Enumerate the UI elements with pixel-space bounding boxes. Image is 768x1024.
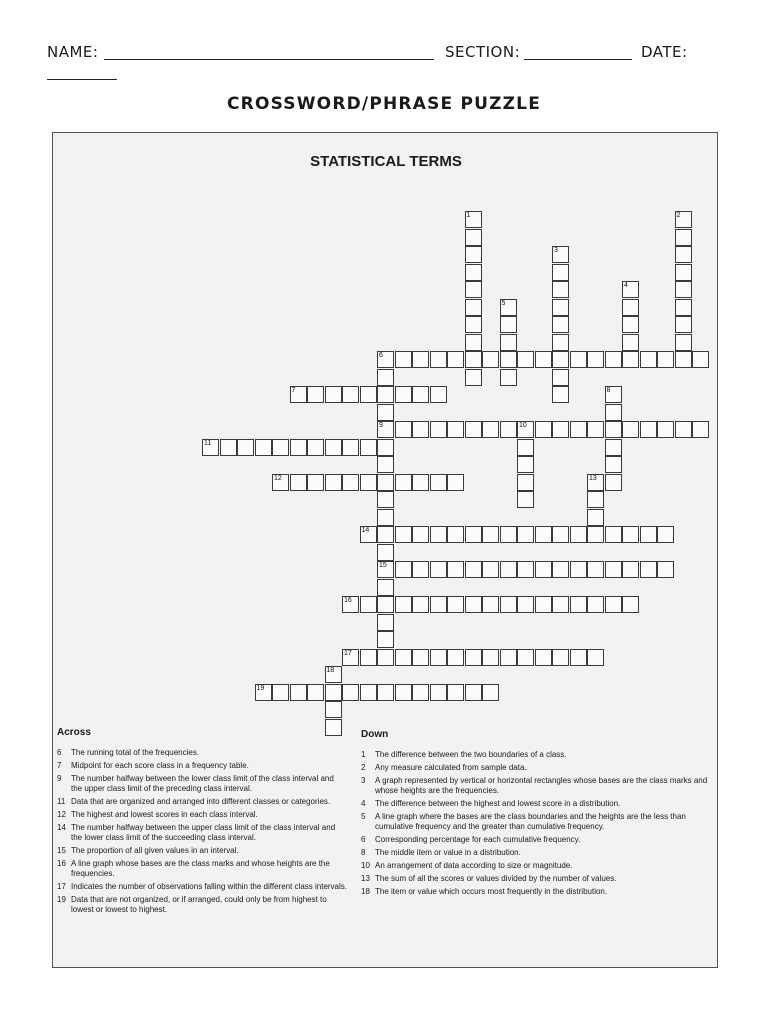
clue-number: 6 bbox=[57, 748, 62, 757]
clue-number: 5 bbox=[501, 299, 506, 307]
crossword-cell[interactable] bbox=[517, 421, 534, 438]
crossword-cell[interactable] bbox=[622, 299, 639, 316]
crossword-cell[interactable] bbox=[430, 351, 447, 368]
crossword-cell[interactable] bbox=[360, 474, 377, 491]
crossword-cell[interactable] bbox=[447, 474, 464, 491]
crossword-cell[interactable] bbox=[412, 421, 429, 438]
crossword-cell[interactable] bbox=[307, 386, 324, 403]
crossword-cell[interactable] bbox=[587, 561, 604, 578]
crossword-cell[interactable] bbox=[605, 456, 622, 473]
down-clue bbox=[361, 776, 709, 796]
crossword-cell[interactable] bbox=[465, 334, 482, 351]
crossword-cell[interactable] bbox=[535, 526, 552, 543]
crossword-cell[interactable] bbox=[272, 439, 289, 456]
down-clue bbox=[361, 848, 709, 858]
clue-number: 19 bbox=[57, 895, 66, 904]
crossword-cell[interactable] bbox=[465, 229, 482, 246]
down-clue bbox=[361, 799, 709, 809]
crossword-cell[interactable] bbox=[237, 439, 254, 456]
crossword-cell[interactable] bbox=[692, 421, 709, 438]
clue-number: 18 bbox=[326, 667, 335, 674]
crossword-cell[interactable] bbox=[412, 649, 429, 666]
crossword-cell[interactable] bbox=[412, 526, 429, 543]
crossword-cell[interactable] bbox=[342, 439, 359, 456]
page-title: CROSSWORD/PHRASE PUZZLE bbox=[226, 94, 542, 114]
clue-number: 12 bbox=[274, 474, 282, 482]
clue-number: 6 bbox=[361, 835, 366, 844]
crossword-cell[interactable] bbox=[552, 649, 569, 666]
crossword-cell[interactable] bbox=[517, 561, 534, 578]
crossword-cell[interactable] bbox=[552, 334, 569, 351]
crossword-cell[interactable] bbox=[342, 386, 359, 403]
crossword-cell[interactable] bbox=[675, 229, 692, 246]
crossword-cell[interactable] bbox=[395, 526, 412, 543]
section-label: SECTION: bbox=[445, 43, 521, 61]
clue-number: 5 bbox=[361, 812, 366, 821]
clue-text: The running total of the frequencies. bbox=[71, 748, 200, 757]
crossword-cell[interactable] bbox=[657, 421, 674, 438]
crossword-cell[interactable] bbox=[395, 474, 412, 491]
crossword-grid bbox=[53, 133, 719, 733]
crossword-cell[interactable] bbox=[500, 334, 517, 351]
across-clue bbox=[57, 846, 347, 856]
crossword-cell[interactable] bbox=[430, 596, 447, 613]
crossword-cell[interactable] bbox=[570, 351, 587, 368]
crossword-cell[interactable] bbox=[377, 421, 394, 438]
clue-number: 7 bbox=[57, 761, 62, 770]
crossword-cell[interactable] bbox=[377, 474, 394, 491]
crossword-cell[interactable] bbox=[552, 561, 569, 578]
crossword-cell[interactable] bbox=[535, 421, 552, 438]
crossword-cell[interactable] bbox=[482, 421, 499, 438]
crossword-cell[interactable] bbox=[570, 649, 587, 666]
crossword-cell[interactable] bbox=[552, 526, 569, 543]
crossword-cell[interactable] bbox=[552, 369, 569, 386]
name-field[interactable] bbox=[104, 42, 434, 60]
crossword-cell[interactable] bbox=[377, 596, 394, 613]
crossword-cell[interactable] bbox=[517, 351, 534, 368]
crossword-cell[interactable] bbox=[675, 246, 692, 263]
crossword-cell[interactable] bbox=[482, 561, 499, 578]
crossword-cell[interactable] bbox=[657, 351, 674, 368]
across-clue bbox=[57, 748, 347, 758]
clue-text: An arrangement of data according to size or magnitude. bbox=[375, 861, 573, 870]
crossword-cell[interactable] bbox=[500, 596, 517, 613]
crossword-cell[interactable] bbox=[605, 439, 622, 456]
puzzle-title: STATISTICAL TERMS bbox=[310, 153, 462, 170]
crossword-cell[interactable] bbox=[342, 596, 359, 613]
crossword-cell[interactable] bbox=[395, 596, 412, 613]
crossword-cell[interactable] bbox=[220, 439, 237, 456]
crossword-cell[interactable] bbox=[447, 561, 464, 578]
crossword-cell[interactable] bbox=[552, 299, 569, 316]
crossword-cell[interactable] bbox=[377, 439, 394, 456]
clue-text: Midpoint for each score class in a frequency table. bbox=[71, 761, 249, 770]
crossword-cell[interactable] bbox=[325, 474, 342, 491]
clue-text: The highest and lowest scores in each class interval. bbox=[71, 810, 258, 819]
crossword-cell[interactable] bbox=[552, 246, 569, 263]
clue-number: 15 bbox=[379, 562, 387, 569]
crossword-cell[interactable] bbox=[377, 456, 394, 473]
crossword-cell[interactable] bbox=[675, 316, 692, 333]
crossword-cell[interactable] bbox=[500, 421, 517, 438]
crossword-cell[interactable] bbox=[325, 439, 342, 456]
crossword-cell[interactable] bbox=[605, 474, 622, 491]
crossword-cell[interactable] bbox=[272, 474, 289, 491]
crossword-cell[interactable] bbox=[395, 351, 412, 368]
crossword-cell[interactable] bbox=[482, 649, 499, 666]
crossword-cell[interactable] bbox=[622, 596, 639, 613]
clue-number: 1 bbox=[361, 750, 366, 759]
crossword-cell[interactable] bbox=[675, 264, 692, 281]
crossword-cell[interactable] bbox=[692, 351, 709, 368]
crossword-cell[interactable] bbox=[430, 526, 447, 543]
crossword-cell[interactable] bbox=[675, 281, 692, 298]
across-clue bbox=[57, 774, 347, 794]
crossword-cell[interactable] bbox=[622, 281, 639, 298]
down-clue bbox=[361, 874, 709, 884]
crossword-cell[interactable] bbox=[325, 684, 342, 701]
clue-text: Data that are not organized, or if arranged, could only be from highest to lowest or lowest to highest. bbox=[71, 895, 327, 914]
crossword-cell[interactable] bbox=[465, 561, 482, 578]
crossword-cell[interactable] bbox=[465, 684, 482, 701]
crossword-cell[interactable] bbox=[517, 649, 534, 666]
crossword-cell[interactable] bbox=[377, 526, 394, 543]
crossword-cell[interactable] bbox=[605, 421, 622, 438]
clue-number: 11 bbox=[57, 797, 66, 806]
crossword-cell[interactable] bbox=[640, 561, 657, 578]
across-clue bbox=[57, 882, 347, 892]
crossword-cell[interactable] bbox=[535, 649, 552, 666]
clue-text: Corresponding percentage for each cumulative frequency. bbox=[375, 835, 581, 844]
crossword-cell[interactable] bbox=[412, 684, 429, 701]
clue-text: The number halfway between the lower class limit of the class interval and the upper class limit of the preceding class interval. bbox=[71, 774, 334, 793]
clue-text: The middle item or value in a distribution. bbox=[375, 848, 521, 857]
crossword-cell[interactable] bbox=[675, 351, 692, 368]
crossword-cell[interactable] bbox=[360, 439, 377, 456]
crossword-cell[interactable] bbox=[290, 474, 307, 491]
crossword-cell[interactable] bbox=[552, 596, 569, 613]
across-heading: Across bbox=[57, 727, 91, 738]
crossword-cell[interactable] bbox=[377, 404, 394, 421]
crossword-cell[interactable] bbox=[517, 596, 534, 613]
crossword-cell[interactable] bbox=[412, 386, 429, 403]
down-clue bbox=[361, 763, 709, 773]
crossword-cell[interactable] bbox=[447, 351, 464, 368]
crossword-cell[interactable] bbox=[412, 351, 429, 368]
clue-number: 14 bbox=[57, 823, 66, 832]
puzzle-sheet bbox=[52, 132, 718, 968]
crossword-cell[interactable] bbox=[552, 386, 569, 403]
crossword-cell[interactable] bbox=[342, 684, 359, 701]
crossword-cell[interactable] bbox=[430, 649, 447, 666]
crossword-cell[interactable] bbox=[360, 649, 377, 666]
crossword-cell[interactable] bbox=[500, 316, 517, 333]
crossword-cell[interactable] bbox=[622, 421, 639, 438]
clue-text: The proportion of all given values in an interval. bbox=[71, 846, 239, 855]
crossword-cell[interactable] bbox=[412, 596, 429, 613]
crossword-cell[interactable] bbox=[412, 474, 429, 491]
crossword-cell[interactable] bbox=[342, 474, 359, 491]
crossword-cell[interactable] bbox=[587, 421, 604, 438]
crossword-cell[interactable] bbox=[675, 299, 692, 316]
crossword-cell[interactable] bbox=[517, 491, 534, 508]
clue-number: 7 bbox=[291, 387, 296, 394]
date-label: DATE: bbox=[641, 43, 688, 61]
crossword-cell[interactable] bbox=[395, 421, 412, 438]
crossword-cell[interactable] bbox=[587, 474, 604, 491]
crossword-cell[interactable] bbox=[675, 334, 692, 351]
crossword-cell[interactable] bbox=[587, 351, 604, 368]
clue-number: 13 bbox=[589, 474, 597, 482]
crossword-cell[interactable] bbox=[500, 369, 517, 386]
crossword-cell[interactable] bbox=[447, 526, 464, 543]
crossword-cell[interactable] bbox=[587, 649, 604, 666]
clue-number: 13 bbox=[361, 874, 370, 883]
clue-number: 10 bbox=[361, 861, 370, 870]
clue-number: 10 bbox=[519, 422, 527, 429]
clue-number: 8 bbox=[606, 387, 611, 394]
crossword-cell[interactable] bbox=[535, 561, 552, 578]
clue-text: The sum of all the scores or values divided by the number of values. bbox=[375, 874, 617, 883]
down-clue bbox=[361, 750, 709, 760]
clue-number: 2 bbox=[361, 763, 366, 772]
crossword-cell[interactable] bbox=[622, 561, 639, 578]
crossword-cell[interactable] bbox=[465, 526, 482, 543]
down-clues bbox=[361, 729, 709, 900]
crossword-cell[interactable] bbox=[605, 386, 622, 403]
crossword-cell[interactable] bbox=[377, 544, 394, 561]
crossword-cell[interactable] bbox=[395, 386, 412, 403]
crossword-cell[interactable] bbox=[482, 526, 499, 543]
crossword-cell[interactable] bbox=[377, 351, 394, 368]
crossword-cell[interactable] bbox=[500, 351, 517, 368]
clue-number: 9 bbox=[57, 774, 62, 783]
crossword-cell[interactable] bbox=[640, 421, 657, 438]
crossword-cell[interactable] bbox=[552, 351, 569, 368]
clue-number: 16 bbox=[344, 597, 352, 604]
crossword-cell[interactable] bbox=[622, 351, 639, 368]
crossword-cell[interactable] bbox=[290, 439, 307, 456]
crossword-cell[interactable] bbox=[377, 649, 394, 666]
crossword-cell[interactable] bbox=[570, 421, 587, 438]
crossword-cell[interactable] bbox=[255, 439, 272, 456]
crossword-cell[interactable] bbox=[465, 264, 482, 281]
crossword-cell[interactable] bbox=[500, 526, 517, 543]
crossword-cell[interactable] bbox=[657, 561, 674, 578]
clue-text: The difference between the two boundaries of a class. bbox=[375, 750, 567, 759]
clue-text: The difference between the highest and lowest score in a distribution. bbox=[375, 799, 621, 808]
crossword-cell[interactable] bbox=[360, 684, 377, 701]
crossword-cell[interactable] bbox=[465, 596, 482, 613]
crossword-cell[interactable] bbox=[482, 596, 499, 613]
crossword-cell[interactable] bbox=[517, 474, 534, 491]
clue-number: 16 bbox=[57, 859, 66, 868]
clue-number: 15 bbox=[57, 846, 66, 855]
crossword-cell[interactable] bbox=[377, 369, 394, 386]
crossword-cell[interactable] bbox=[290, 684, 307, 701]
clue-number: 17 bbox=[57, 882, 66, 891]
clue-number: 6 bbox=[379, 352, 383, 359]
crossword-cell[interactable] bbox=[517, 456, 534, 473]
crossword-cell[interactable] bbox=[272, 684, 289, 701]
crossword-cell[interactable] bbox=[552, 421, 569, 438]
clue-number: 8 bbox=[361, 848, 366, 857]
crossword-cell[interactable] bbox=[377, 491, 394, 508]
clue-number: 14 bbox=[361, 527, 370, 534]
down-clue bbox=[361, 812, 709, 832]
across-clue bbox=[57, 797, 347, 807]
clue-text: Any measure calculated from sample data. bbox=[375, 763, 527, 772]
across-clue bbox=[57, 895, 347, 915]
crossword-cell[interactable] bbox=[517, 439, 534, 456]
crossword-cell[interactable] bbox=[377, 561, 394, 578]
crossword-cell[interactable] bbox=[307, 474, 324, 491]
crossword-cell[interactable] bbox=[447, 421, 464, 438]
clue-number: 12 bbox=[57, 810, 66, 819]
crossword-cell[interactable] bbox=[605, 404, 622, 421]
crossword-cell[interactable] bbox=[360, 596, 377, 613]
crossword-cell[interactable] bbox=[412, 561, 429, 578]
crossword-cell[interactable] bbox=[465, 281, 482, 298]
crossword-cell[interactable] bbox=[447, 649, 464, 666]
section-field[interactable] bbox=[524, 42, 632, 60]
crossword-cell[interactable] bbox=[657, 526, 674, 543]
clue-text: A graph represented by vertical or horizontal rectangles whose bases are the class marks and whose heights are the frequencies. bbox=[375, 776, 708, 795]
name-label: NAME: bbox=[47, 43, 99, 61]
crossword-cell[interactable] bbox=[640, 351, 657, 368]
crossword-cell[interactable] bbox=[587, 596, 604, 613]
crossword-cell[interactable] bbox=[482, 351, 499, 368]
across-clue bbox=[57, 823, 347, 843]
crossword-cell[interactable] bbox=[395, 649, 412, 666]
crossword-cell[interactable] bbox=[587, 526, 604, 543]
crossword-cell[interactable] bbox=[342, 649, 359, 666]
crossword-cell[interactable] bbox=[500, 299, 517, 316]
crossword-cell[interactable] bbox=[465, 369, 482, 386]
down-heading: Down bbox=[361, 729, 389, 740]
across-clue bbox=[57, 761, 347, 771]
clue-text: A line graph where the bases are the class boundaries and the heights are the less than cumulative frequency and the greater than cumulative frequency. bbox=[375, 812, 686, 831]
clue-number: 19 bbox=[256, 684, 265, 692]
crossword-cell[interactable] bbox=[622, 526, 639, 543]
crossword-cell[interactable] bbox=[675, 211, 692, 228]
crossword-cell[interactable] bbox=[360, 526, 377, 543]
clue-text: Indicates the number of observations falling within the different class intervals. bbox=[71, 882, 347, 891]
down-clue bbox=[361, 835, 709, 845]
crossword-cell[interactable] bbox=[360, 386, 377, 403]
crossword-cell[interactable] bbox=[325, 701, 342, 718]
crossword-cell[interactable] bbox=[430, 386, 447, 403]
crossword-cell[interactable] bbox=[535, 596, 552, 613]
crossword-cell[interactable] bbox=[307, 684, 324, 701]
clue-text: The number halfway between the upper class limit of the class interval and the lower class limit of the succeeding class interval. bbox=[71, 823, 336, 842]
crossword-cell[interactable] bbox=[377, 614, 394, 631]
crossword-cell[interactable] bbox=[430, 561, 447, 578]
clue-number: 1 bbox=[466, 212, 471, 219]
crossword-cell[interactable] bbox=[377, 386, 394, 403]
clue-number: 9 bbox=[379, 422, 383, 429]
across-clues bbox=[57, 727, 347, 918]
crossword-cell[interactable] bbox=[325, 666, 342, 683]
crossword-cell[interactable] bbox=[622, 316, 639, 333]
clue-number: 18 bbox=[361, 887, 370, 896]
crossword-cell[interactable] bbox=[465, 351, 482, 368]
crossword-cell[interactable] bbox=[325, 386, 342, 403]
crossword-cell[interactable] bbox=[465, 246, 482, 263]
across-clue bbox=[57, 810, 347, 820]
crossword-cell[interactable] bbox=[640, 526, 657, 543]
crossword-cell[interactable] bbox=[622, 334, 639, 351]
clue-number: 4 bbox=[361, 799, 366, 808]
crossword-cell[interactable] bbox=[447, 684, 464, 701]
crossword-cell[interactable] bbox=[587, 491, 604, 508]
clue-number: 17 bbox=[344, 649, 352, 657]
crossword-cell[interactable] bbox=[500, 561, 517, 578]
crossword-cell[interactable] bbox=[587, 509, 604, 526]
crossword-cell[interactable] bbox=[605, 351, 622, 368]
clue-text: Data that are organized and arranged into different classes or categories. bbox=[71, 797, 331, 806]
clue-number: 3 bbox=[361, 776, 366, 785]
crossword-cell[interactable] bbox=[377, 579, 394, 596]
clue-number: 3 bbox=[554, 247, 558, 254]
crossword-cell[interactable] bbox=[395, 684, 412, 701]
clue-number: 11 bbox=[204, 439, 212, 447]
down-clue bbox=[361, 861, 709, 871]
crossword-cell[interactable] bbox=[447, 596, 464, 613]
crossword-cell[interactable] bbox=[377, 684, 394, 701]
crossword-cell[interactable] bbox=[465, 649, 482, 666]
crossword-cell[interactable] bbox=[552, 264, 569, 281]
down-clue bbox=[361, 887, 709, 897]
clue-text: The item or value which occurs most frequently in the distribution. bbox=[375, 887, 608, 896]
crossword-cell[interactable] bbox=[377, 509, 394, 526]
crossword-cell[interactable] bbox=[675, 421, 692, 438]
crossword-cell[interactable] bbox=[255, 684, 272, 701]
crossword-cell[interactable] bbox=[465, 211, 482, 228]
crossword-cell[interactable] bbox=[395, 561, 412, 578]
clue-text: A line graph whose bases are the class marks and whose heights are the frequencies. bbox=[71, 859, 330, 878]
crossword-cell[interactable] bbox=[465, 421, 482, 438]
crossword-cell[interactable] bbox=[605, 561, 622, 578]
crossword-cell[interactable] bbox=[570, 596, 587, 613]
clue-number: 4 bbox=[624, 282, 628, 289]
crossword-cell[interactable] bbox=[535, 351, 552, 368]
crossword-cell[interactable] bbox=[570, 526, 587, 543]
crossword-cell[interactable] bbox=[377, 631, 394, 648]
crossword-cell[interactable] bbox=[482, 684, 499, 701]
crossword-cell[interactable] bbox=[307, 439, 324, 456]
crossword-cell[interactable] bbox=[605, 526, 622, 543]
crossword-cell[interactable] bbox=[570, 561, 587, 578]
crossword-cell[interactable] bbox=[430, 684, 447, 701]
crossword-cell[interactable] bbox=[552, 281, 569, 298]
crossword-cell[interactable] bbox=[202, 439, 219, 456]
crossword-cell[interactable] bbox=[517, 526, 534, 543]
clue-number: 2 bbox=[676, 212, 681, 219]
crossword-cell[interactable] bbox=[465, 299, 482, 316]
crossword-cell[interactable] bbox=[500, 649, 517, 666]
crossword-cell[interactable] bbox=[430, 421, 447, 438]
crossword-cell[interactable] bbox=[290, 386, 307, 403]
crossword-cell[interactable] bbox=[552, 316, 569, 333]
crossword-cell[interactable] bbox=[430, 474, 447, 491]
date-field[interactable] bbox=[47, 62, 117, 80]
crossword-cell[interactable] bbox=[605, 596, 622, 613]
across-clue bbox=[57, 859, 347, 879]
crossword-cell[interactable] bbox=[465, 316, 482, 333]
